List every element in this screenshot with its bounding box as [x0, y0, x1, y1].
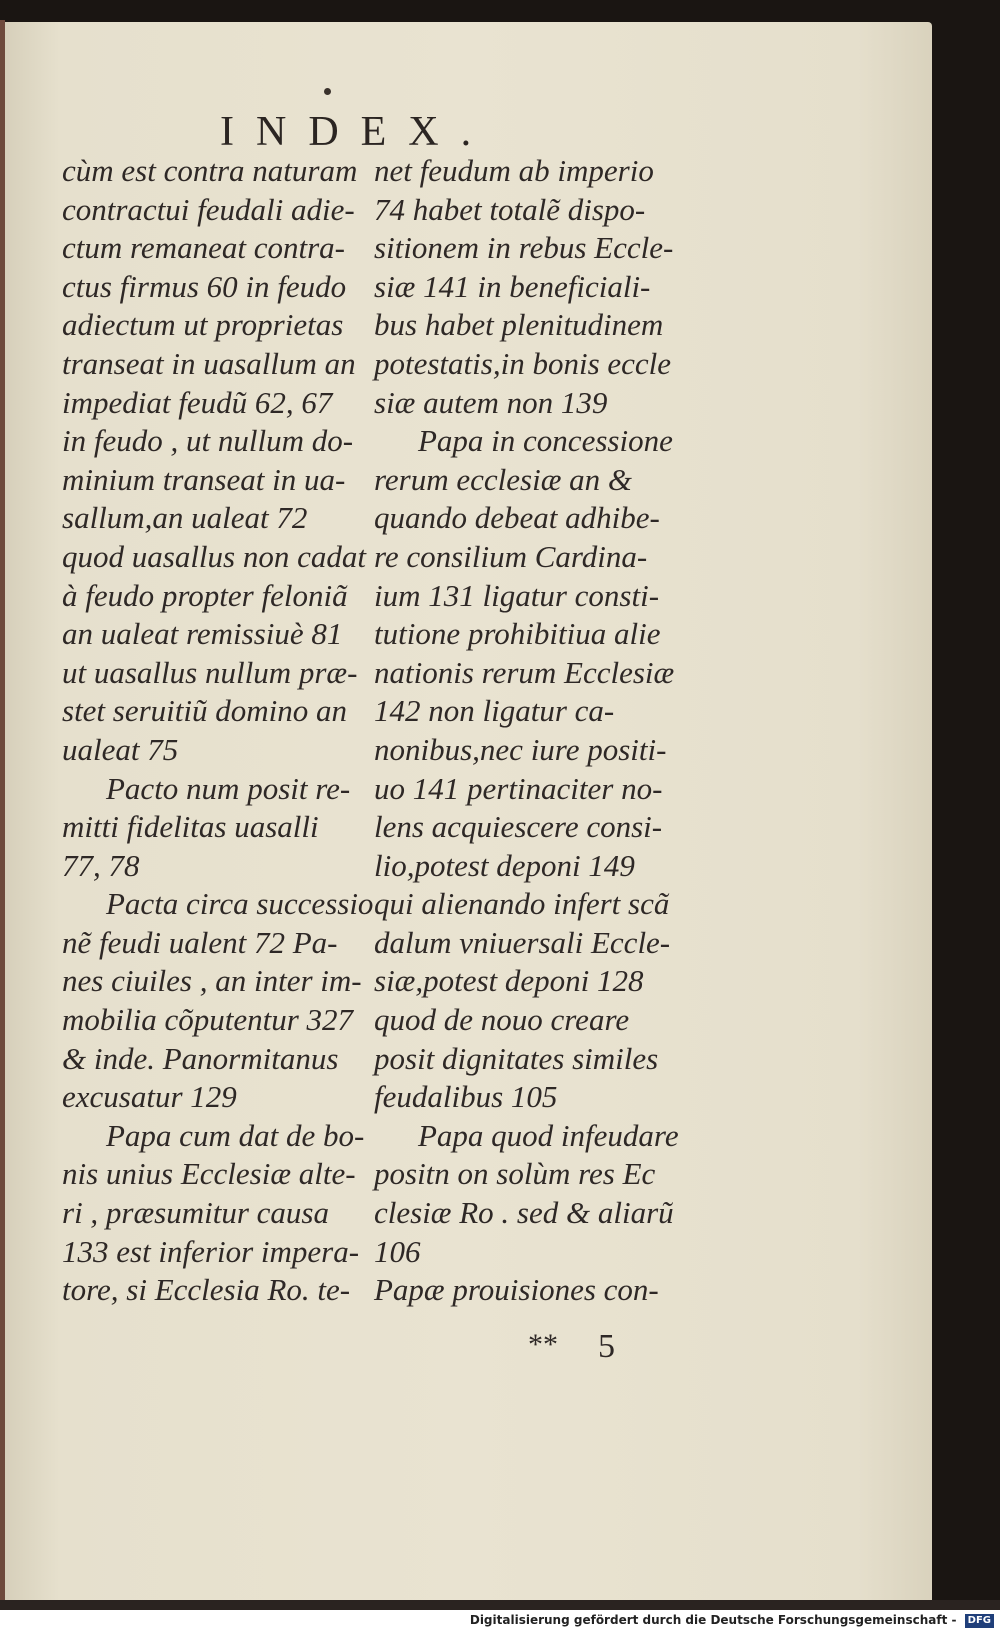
text-line: ctum remaneat contra- — [62, 230, 345, 266]
text-line: posit dignitates similes — [374, 1040, 659, 1076]
text-line: qui alienando infert scã — [374, 886, 670, 922]
text-line: quando debeat adhibe- — [374, 500, 660, 536]
text-line: siæ autem non 139 — [374, 384, 608, 420]
text-line: mobilia cõputentur 327 — [62, 1002, 354, 1038]
text-line: 106 — [374, 1233, 421, 1269]
text-line: adiectum ut proprietas — [62, 307, 344, 343]
text-line: rerum ecclesiæ an & — [374, 461, 632, 497]
text-line: tore, si Ecclesia Ro. te- — [62, 1272, 351, 1308]
text-line: transeat in uasallum an — [62, 345, 356, 381]
page-bottom-edge — [0, 1600, 1000, 1610]
text-line: sallum,an ualeat 72 — [62, 500, 308, 536]
text-line: nationis rerum Ecclesiæ — [374, 654, 675, 690]
text-line: nis unius Ecclesiæ alte- — [62, 1156, 356, 1192]
text-line: Papa cum dat de bo- — [106, 1117, 365, 1153]
page-binding-edge — [0, 20, 5, 1605]
digitization-credit — [470, 1613, 994, 1628]
text-line: re consilium Cardina- — [374, 538, 648, 574]
text-line: sitionem in rebus Eccle- — [374, 230, 674, 266]
text-line: ut uasallus nullum præ- — [62, 654, 358, 690]
text-line: quod uasallus non cadat — [62, 538, 366, 574]
text-line: nes ciuiles , an inter im- — [62, 963, 362, 999]
ink-dot — [324, 88, 331, 95]
text-line: in feudo , ut nullum do- — [62, 423, 354, 459]
text-line: siæ 141 in beneficiali- — [374, 268, 651, 304]
text-line: contractui feudali adie- — [62, 191, 355, 227]
text-line: Pacto num posit re- — [106, 770, 351, 806]
text-line: ri , præsumitur causa — [62, 1195, 329, 1231]
text-line: Papæ prouisiones con- — [374, 1272, 659, 1308]
text-line: clesiæ Ro . sed & aliarũ — [374, 1195, 674, 1231]
text-line: an ualeat remissiuè 81 — [62, 616, 343, 652]
text-line: minium transeat in ua- — [62, 461, 346, 497]
text-line: Pacta circa successio — [106, 886, 374, 922]
text-line: dalum vniuersali Eccle- — [374, 924, 671, 960]
text-line: uo 141 pertinaciter no- — [374, 770, 663, 806]
text-line: lio,potest deponi 149 — [374, 847, 635, 883]
signature-mark: ** — [528, 1328, 558, 1361]
text-line: siæ,potest deponi 128 — [374, 963, 644, 999]
text-line: quod de nouo creare — [374, 1002, 630, 1038]
text-line: ualeat 75 — [62, 731, 179, 767]
text-line: lens acquiescere consi- — [374, 809, 663, 845]
text-line: nẽ feudi ualent 72 Pa- — [62, 924, 338, 960]
text-line: mitti fidelitas uasalli — [62, 809, 319, 845]
text-line: excusatur 129 — [62, 1079, 237, 1115]
text-column-right — [374, 152, 679, 1310]
text-line: bus habet plenitudinem — [374, 307, 664, 343]
page-title: INDEX. — [220, 109, 494, 155]
dfg-logo: DFG — [965, 1614, 994, 1628]
text-line: cùm est contra naturam — [62, 153, 358, 188]
text-line: ium 131 ligatur consti- — [374, 577, 660, 613]
text-line: 77, 78 — [62, 847, 140, 883]
text-line: 74 habet totalẽ dispo- — [374, 191, 646, 227]
credit-text: Digitalisierung gefördert durch die Deutsche Forschungsgemeinschaft - — [469, 1613, 957, 1627]
text-line: ctus firmus 60 in feudo — [62, 268, 347, 304]
text-line: stet seruitiũ domino an — [62, 693, 348, 729]
text-column-left — [62, 152, 374, 1310]
text-line: à feudo propter feloniã — [62, 577, 348, 613]
text-line: impediat feudũ 62, 67 — [62, 384, 333, 420]
text-line: tutione prohibitiua alie — [374, 616, 661, 652]
text-line: positn on solùm res Ec — [374, 1156, 656, 1192]
text-line: nonibus,nec iure positi- — [374, 731, 667, 767]
text-line: 142 non ligatur ca- — [374, 693, 615, 729]
text-line: Papa quod infeudare — [418, 1117, 679, 1153]
text-line: feudalibus 105 — [374, 1079, 558, 1115]
text-line: net feudum ab imperio — [374, 153, 654, 188]
page-number: 5 — [598, 1328, 615, 1365]
text-line: potestatis,in bonis eccle — [374, 345, 672, 381]
text-line: & inde. Panormitanus — [62, 1040, 339, 1076]
text-line: Papa in concessione — [418, 423, 673, 459]
text-line: 133 est inferior impera- — [62, 1233, 360, 1269]
